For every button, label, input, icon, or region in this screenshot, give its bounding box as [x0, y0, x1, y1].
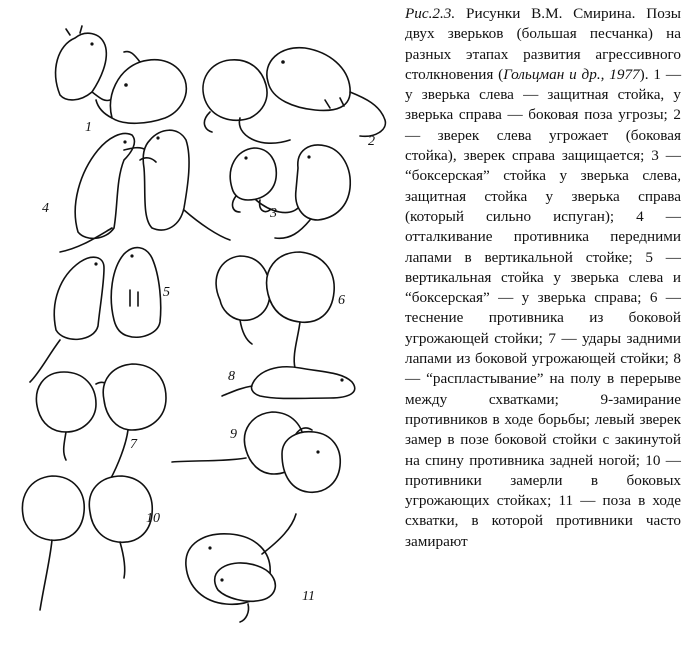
- panel-number-5: 5: [163, 285, 170, 300]
- panel-number-8: 8: [228, 369, 235, 384]
- drawing-panel-11: [186, 514, 315, 622]
- panel-number-11: 11: [302, 589, 315, 604]
- drawing-panel-5: [30, 248, 170, 382]
- panel-number-10: 10: [146, 511, 160, 526]
- figure-caption: [405, 4, 681, 552]
- drawing-panel-7: [36, 364, 166, 480]
- panel-number-9: 9: [230, 427, 237, 442]
- figure-label: Рис.2.3.: [405, 5, 456, 22]
- panel-number-6: 6: [338, 293, 345, 308]
- drawing-panel-10: [22, 476, 160, 610]
- drawing-panel-3: [230, 145, 350, 238]
- caption-text-part1: Рисунки В.М. Смирина. Позы двух зверьков (большая песчанка) на разных этапах развития агрессивного столкновения (: [405, 5, 681, 83]
- panel-number-1: 1: [85, 120, 92, 135]
- caption-citation: Гольцман и др., 1977: [503, 65, 640, 83]
- drawing-panel-6: [216, 252, 345, 368]
- panel-number-7: 7: [130, 437, 137, 452]
- drawing-panel-1: [56, 26, 187, 135]
- panel-number-4: 4: [42, 201, 49, 216]
- drawing-panel-4: [42, 130, 230, 252]
- panel-number-2: 2: [368, 134, 375, 149]
- drawing-panel-8: [222, 367, 355, 399]
- panel-number-3: 3: [270, 206, 277, 221]
- drawing-panel-2: [203, 48, 385, 149]
- caption-text-part2: ). 1 — у зверька слева — защитная стойка, у зверька справа — боковая поза угрозы; 2 — зверек слева угрожает (боковая стойка), зверек справа защищается; 3 — “боксерская” стойка у зверька слева, защитная стойка у зверька справа (который сильно испуган); 4 — отталкивание противника передними лапами в вертикальной стойке; 5 — вертикальная стойка у зверька слева и “боксерская” — у зверька справа; 6 — теснение противника из боковой угрожающей стойки; 7 — удары задними лапами из боковой угрожающей стойки; 8 — “распластывание” на полу в перерыве между схватками; 9-замирание противников в ходе борьбы; левый зверек замер в позе боковой стойки с закинутой на спину противника задней ногой; 10 — противники замерли в боковых угрожающих стойках; 11 — поза в ходе схватки, в которой противники часто замирают: [405, 65, 682, 550]
- drawing-panel-9: [172, 412, 340, 492]
